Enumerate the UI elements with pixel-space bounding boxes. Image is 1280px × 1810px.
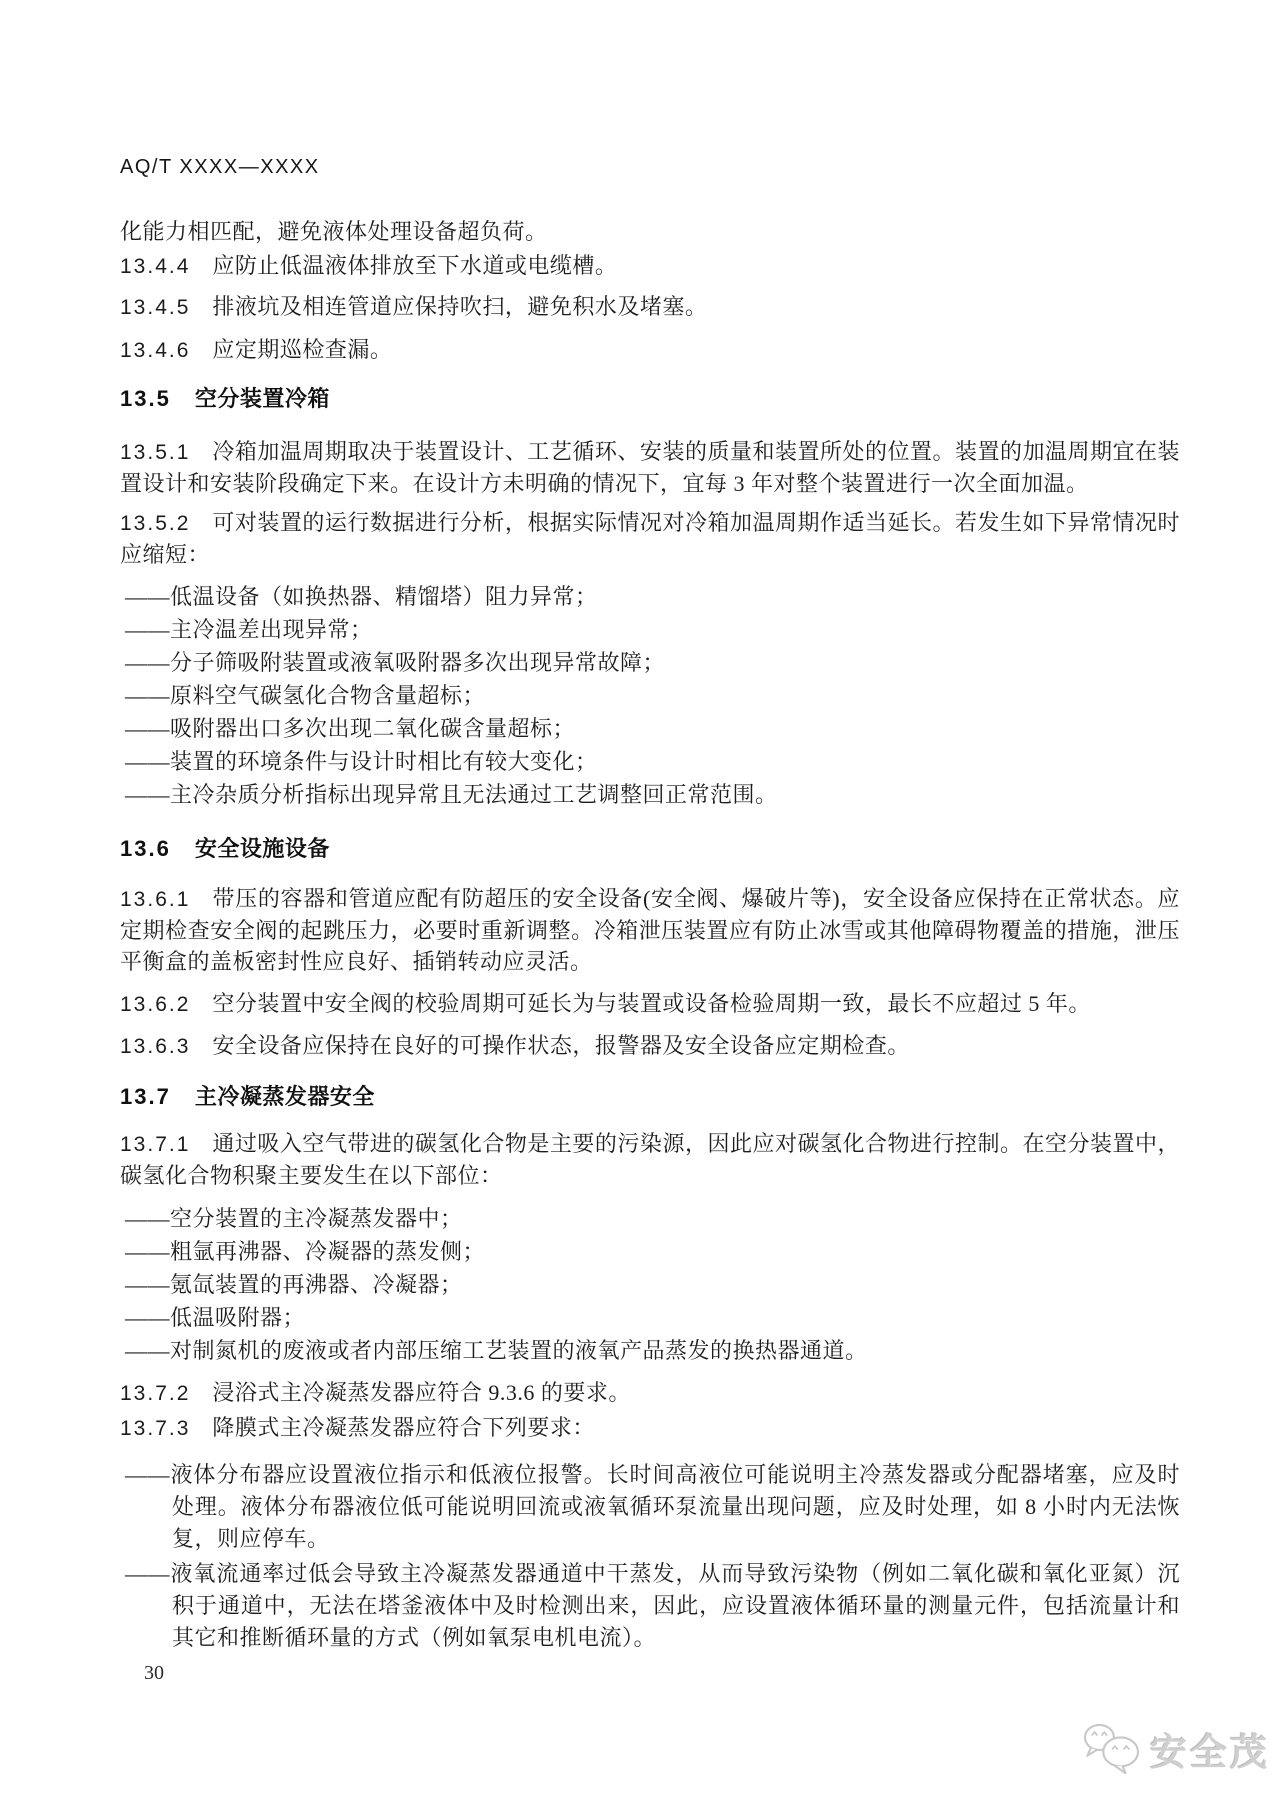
clause-13-5-2 [120,507,1180,570]
heading-number: 13.7 [120,1084,171,1109]
clause-13-5-1 [120,436,1180,499]
clause-13-4-5 [120,291,1180,323]
list-item: ——对制氮机的废液或者内部压缩工艺装置的液氧产品蒸发的换热器通道。 [125,1338,868,1363]
clause-text: 安全设备应保持在良好的可操作状态，报警器及安全设备应定期检查。 [212,1033,910,1058]
clause-number: 13.5.1 [120,441,191,464]
list-item: ——主冷杂质分析指标出现异常且无法通过工艺调整回正常范围。 [125,782,778,807]
watermark [1080,1722,1270,1776]
list-item: ——液氧流通率过低会导致主冷凝蒸发器通道中干蒸发，从而导致污染物（例如二氧化碳和氧化亚氮）沉积于通道中，无法在塔釜液体中及时检测出来，因此，应设置液体循环量的测量元件，包括流量计和其它和推断循环量的方式（例如氧泵电机电流）。 [125,1561,1180,1650]
clause-13-7-2 [120,1377,1180,1409]
clause-number: 13.6.3 [120,1035,191,1058]
clause-text: 降膜式主冷凝蒸发器应符合下列要求： [212,1415,595,1440]
clause-text: 冷箱加温周期取决于装置设计、工艺循环、安装的质量和装置所处的位置。装置的加温周期宜在装置设计和安装阶段确定下来。在设计方未明确的情况下，宜每 3 年对整个装置进行一次全面加温。 [120,439,1180,496]
clause-text: 浸浴式主冷凝蒸发器应符合 9.3.6 的要求。 [212,1380,631,1405]
clause-text: 应防止低温液体排放至下水道或电缆槽。 [212,253,618,278]
clause-text: 带压的容器和管道应配有防超压的安全设备(安全阀、爆破片等)，安全设备应保持在正常状态。应定期检查安全阀的起跳压力，必要时重新调整。冷箱泄压装置应有防止冰雪或其他障碍物覆盖的措施，泄压平衡盒的盖板密封性应良好、插销转动应灵活。 [120,886,1180,974]
list-item: ——装置的环境条件与设计时相比有较大变化； [125,749,598,774]
section-heading-13-7 [120,1081,1180,1112]
page-number: 30 [144,1662,164,1684]
clause-number: 13.7.2 [120,1382,191,1405]
dash-list-13-7-3 [120,1459,1180,1654]
heading-label: 主冷凝蒸发器安全 [194,1084,375,1109]
wechat-bubbles-icon [1080,1722,1142,1776]
clause-number: 13.7.1 [120,1133,191,1156]
section-heading-13-5 [120,383,1180,414]
clause-number: 13.5.2 [120,512,191,535]
heading-label: 空分装置冷箱 [194,386,330,411]
clause-number: 13.4.6 [120,339,191,362]
heading-label: 安全设施设备 [194,836,330,861]
clause-number: 13.7.3 [120,1417,191,1440]
list-item: ——主冷温差出现异常； [125,617,373,642]
clause-13-6-2 [120,988,1180,1020]
list-item: ——吸附器出口多次出现二氧化碳含量超标； [125,716,576,741]
list-item: ——氪氙装置的再沸器、冷凝器； [125,1272,463,1297]
clause-text: 应定期巡检查漏。 [212,337,393,362]
list-item: ——空分装置的主冷凝蒸发器中； [125,1206,463,1231]
section-heading-13-6 [120,833,1180,864]
clause-number: 13.4.4 [120,255,191,278]
clause-13-6-3 [120,1030,1180,1062]
list-item: ——分子筛吸附装置或液氧吸附器多次出现异常故障； [125,650,666,675]
list-item: ——低温设备（如换热器、精馏塔）阻力异常； [125,584,598,609]
list-item: ——低温吸附器； [125,1305,306,1330]
clause-number: 13.4.5 [120,296,191,319]
clause-text: 排液坑及相连管道应保持吹扫，避免积水及堵塞。 [212,294,708,319]
clause-13-6-1 [120,883,1180,977]
heading-number: 13.5 [120,386,171,411]
watermark-text: 安全茂 [1150,1733,1270,1774]
list-item: ——粗氩再沸器、冷凝器的蒸发侧； [125,1239,486,1264]
clause-number: 13.6.2 [120,993,191,1016]
list-item: ——原料空气碳氢化合物含量超标； [125,683,486,708]
paragraph-continuation: 化能力相匹配，避免液体处理设备超负荷。 [120,219,548,244]
doc-code-header: AQ/T XXXX—XXXX [120,156,320,178]
heading-number: 13.6 [120,836,171,861]
clause-13-7-3 [120,1412,1180,1444]
clause-text: 可对装置的运行数据进行分析，根据实际情况对冷箱加温周期作适当延长。若发生如下异常情况时应缩短： [120,510,1180,567]
clause-13-7-1 [120,1128,1180,1191]
clause-text: 空分装置中安全阀的校验周期可延长为与装置或设备检验周期一致，最长不应超过 5 年。 [212,991,1091,1016]
dash-list-13-7-1 [120,1202,1180,1367]
clause-13-4-4 [120,250,1180,282]
dash-list-13-5-2 [120,580,1180,811]
clause-text: 通过吸入空气带进的碳氢化合物是主要的污染源，因此应对碳氢化合物进行控制。在空分装置中，碳氢化合物积聚主要发生在以下部位： [120,1131,1180,1188]
list-item: ——液体分布器应设置液位指示和低液位报警。长时间高液位可能说明主冷蒸发器或分配器堵塞，应及时处理。液体分布器液位低可能说明回流或液氧循环泵流量出现问题，应及时处理，如 8 小时内无法恢复，则应停车。 [125,1462,1180,1551]
clause-13-4-6 [120,334,1180,366]
clause-number: 13.6.1 [120,888,191,911]
